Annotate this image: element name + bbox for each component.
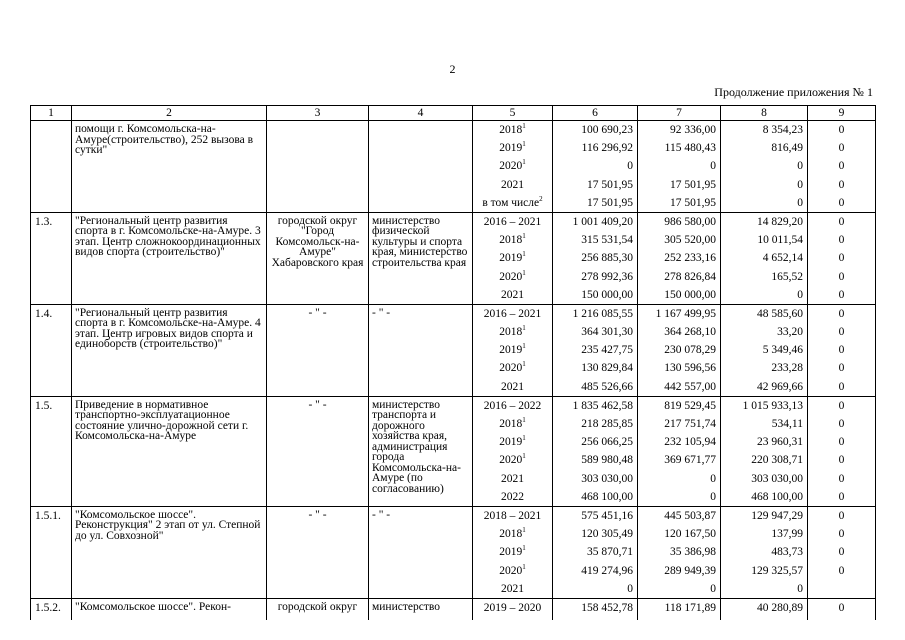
column-number-row <box>31 106 876 121</box>
footnote-mark: 1 <box>522 360 526 369</box>
column-header: 4 <box>369 106 473 121</box>
regional-amount: 5 349,46 <box>721 341 808 359</box>
other-amount: 0 <box>808 433 876 451</box>
other-amount: 0 <box>808 415 876 433</box>
item-responsible: - " - <box>369 304 473 396</box>
column-header: 3 <box>267 106 369 121</box>
period-label: 2018 <box>499 124 523 136</box>
total-amount: 235 427,75 <box>553 341 638 359</box>
federal-amount: 0 <box>638 580 721 599</box>
total-amount: 589 980,48 <box>553 451 638 469</box>
item-number: 1.5.1. <box>31 506 72 598</box>
federal-amount: 0 <box>638 157 721 175</box>
period-cell <box>473 231 553 249</box>
period-label: 2019 <box>499 344 523 357</box>
regional-amount: 8 354,23 <box>721 121 808 140</box>
period-label: 2020 <box>499 270 523 283</box>
total-amount: 419 274,96 <box>553 562 638 580</box>
item-name: "Комсомольское шоссе". Реконструкция" 2 этап от ул. Степной до ул. Совхозной" <box>72 506 267 598</box>
total-amount: 158 452,78 <box>553 598 638 620</box>
regional-amount: 483,73 <box>721 543 808 561</box>
item-name: "Комсомольское шоссе". Рекон- <box>72 598 267 620</box>
period-cell <box>473 359 553 377</box>
period-cell <box>473 525 553 543</box>
regional-amount: 0 <box>721 286 808 305</box>
other-amount: 0 <box>808 396 876 415</box>
footnote-mark: 1 <box>522 268 526 277</box>
federal-amount: 35 386,98 <box>638 543 721 561</box>
other-amount: 0 <box>808 341 876 359</box>
footnote-mark: 1 <box>522 324 526 333</box>
total-amount: 0 <box>553 157 638 175</box>
federal-amount: 442 557,00 <box>638 378 721 397</box>
period-label: 2022 <box>501 490 524 503</box>
federal-amount: 289 949,39 <box>638 562 721 580</box>
other-amount: 0 <box>808 157 876 175</box>
item-responsible: министерство физической культуры и спорта края, министерство строительства края <box>369 212 473 304</box>
table-row <box>31 506 876 525</box>
period-cell <box>473 396 553 415</box>
footnote-mark: 1 <box>522 562 526 571</box>
period-label: 2021 <box>501 582 524 595</box>
other-amount: 0 <box>808 525 876 543</box>
regional-amount: 303 030,00 <box>721 470 808 488</box>
other-amount: 0 <box>808 598 876 620</box>
period-label: 2020 <box>499 454 523 467</box>
period-cell <box>473 139 553 157</box>
footnote-mark: 1 <box>522 544 526 553</box>
period-cell <box>473 451 553 469</box>
item-responsible: министерство транспорта и дорожного хозяйства края, администрация города Комсомольска-на-Амуре (по согласованию) <box>369 396 473 506</box>
federal-amount: 115 480,43 <box>638 139 721 157</box>
period-cell <box>473 580 553 599</box>
regional-amount: 0 <box>721 157 808 175</box>
item-executor: - " - <box>267 396 369 506</box>
federal-amount: 278 826,84 <box>638 268 721 286</box>
column-header: 9 <box>808 106 876 121</box>
total-amount: 1 001 409,20 <box>553 212 638 231</box>
total-amount: 468 100,00 <box>553 488 638 507</box>
period-label: 2020 <box>499 564 523 577</box>
regional-amount: 23 960,31 <box>721 433 808 451</box>
other-amount: 0 <box>808 268 876 286</box>
table-row <box>31 396 876 415</box>
regional-amount: 220 308,71 <box>721 451 808 469</box>
federal-amount: 445 503,87 <box>638 506 721 525</box>
total-amount: 303 030,00 <box>553 470 638 488</box>
total-amount: 150 000,00 <box>553 286 638 305</box>
table-row <box>31 212 876 231</box>
total-amount: 130 829,84 <box>553 359 638 377</box>
period-label: 2016 – 2021 <box>483 215 542 228</box>
other-amount: 0 <box>808 176 876 194</box>
period-label: 2019 <box>499 252 523 265</box>
regional-amount: 48 585,60 <box>721 304 808 323</box>
period-label: 2018 <box>499 528 523 541</box>
total-amount: 575 451,16 <box>553 506 638 525</box>
period-cell <box>473 506 553 525</box>
federal-amount: 130 596,56 <box>638 359 721 377</box>
period-cell <box>473 598 553 620</box>
item-responsible: - " - <box>369 506 473 598</box>
period-cell <box>473 378 553 397</box>
other-amount: 0 <box>808 506 876 525</box>
federal-amount: 0 <box>638 488 721 507</box>
other-amount: 0 <box>808 194 876 213</box>
column-header: 8 <box>721 106 808 121</box>
regional-amount: 129 947,29 <box>721 506 808 525</box>
total-amount: 116 296,92 <box>553 139 638 157</box>
total-amount: 17 501,95 <box>553 194 638 213</box>
item-name: помощи г. Комсомольска-на-Амуре(строительство), 252 вызова в сутки" <box>72 121 267 213</box>
total-amount: 256 066,25 <box>553 433 638 451</box>
total-amount: 278 992,36 <box>553 268 638 286</box>
period-label: 2019 – 2020 <box>483 601 542 614</box>
total-amount: 0 <box>553 580 638 599</box>
period-label: 2019 <box>499 436 523 449</box>
period-label: 2021 <box>501 178 524 191</box>
other-amount: 0 <box>808 323 876 341</box>
item-executor: городской округ <box>267 598 369 620</box>
total-amount: 100 690,23 <box>553 121 638 140</box>
other-amount: 0 <box>808 378 876 397</box>
period-label: 2018 – 2021 <box>483 509 542 522</box>
period-cell <box>473 157 553 175</box>
table-body <box>31 121 876 621</box>
federal-amount: 150 000,00 <box>638 286 721 305</box>
footnote-mark: 1 <box>522 250 526 259</box>
period-cell <box>473 543 553 561</box>
period-cell <box>473 249 553 267</box>
regional-amount: 4 652,14 <box>721 249 808 267</box>
item-number: 1.5.2. <box>31 598 72 620</box>
period-label: 2021 <box>501 288 524 301</box>
footnote-mark: 1 <box>522 122 526 131</box>
footnote-mark: 1 <box>522 416 526 425</box>
federal-amount: 252 233,16 <box>638 249 721 267</box>
federal-amount: 17 501,95 <box>638 194 721 213</box>
federal-amount: 120 167,50 <box>638 525 721 543</box>
period-cell <box>473 323 553 341</box>
period-cell <box>473 341 553 359</box>
other-amount: 0 <box>808 470 876 488</box>
regional-amount: 165,52 <box>721 268 808 286</box>
column-header: 7 <box>638 106 721 121</box>
item-executor <box>267 121 369 213</box>
continuation-heading: Продолжение приложения № 1 <box>714 85 873 99</box>
period-label: в том числе <box>482 196 540 209</box>
federal-amount: 17 501,95 <box>638 176 721 194</box>
item-number: 1.5. <box>31 396 72 506</box>
column-header: 2 <box>72 106 267 121</box>
period-label: 2016 – 2022 <box>483 399 542 412</box>
federal-amount: 217 751,74 <box>638 415 721 433</box>
footnote-mark: 1 <box>522 158 526 167</box>
period-cell <box>473 194 553 213</box>
footnote-mark: 1 <box>522 342 526 351</box>
total-amount: 364 301,30 <box>553 323 638 341</box>
footnote-mark: 2 <box>539 194 543 203</box>
item-responsible <box>369 121 473 213</box>
regional-amount: 42 969,66 <box>721 378 808 397</box>
period-cell <box>473 488 553 507</box>
federal-amount: 364 268,10 <box>638 323 721 341</box>
other-amount: 0 <box>808 249 876 267</box>
regional-amount: 816,49 <box>721 139 808 157</box>
item-responsible: министерство <box>369 598 473 620</box>
item-executor: городской округ "Город Комсомольск-на-Амуре" Хабаровского края <box>267 212 369 304</box>
other-amount: 0 <box>808 543 876 561</box>
table-row <box>31 304 876 323</box>
period-label: 2021 <box>501 380 524 393</box>
column-header: 1 <box>31 106 72 121</box>
item-number <box>31 121 72 213</box>
total-amount: 218 285,85 <box>553 415 638 433</box>
period-cell <box>473 121 553 140</box>
other-amount <box>808 580 876 599</box>
regional-amount: 40 280,89 <box>721 598 808 620</box>
item-number: 1.4. <box>31 304 72 396</box>
other-amount: 0 <box>808 121 876 140</box>
federal-amount: 819 529,45 <box>638 396 721 415</box>
total-amount: 1 835 462,58 <box>553 396 638 415</box>
footnote-mark: 1 <box>522 452 526 461</box>
federal-amount: 305 520,00 <box>638 231 721 249</box>
federal-amount: 369 671,77 <box>638 451 721 469</box>
regional-amount: 137,99 <box>721 525 808 543</box>
federal-amount: 1 167 499,95 <box>638 304 721 323</box>
regional-amount: 1 015 933,13 <box>721 396 808 415</box>
item-executor: - " - <box>267 506 369 598</box>
total-amount: 315 531,54 <box>553 231 638 249</box>
period-cell <box>473 268 553 286</box>
regional-amount: 534,11 <box>721 415 808 433</box>
funding-table <box>30 105 876 620</box>
period-cell <box>473 304 553 323</box>
federal-amount: 0 <box>638 470 721 488</box>
item-name: "Региональный центр развития спорта в г. Комсомольске-на-Амуре. 3 этап. Центр сложнокоординационных видов спорта (строительство)" <box>72 212 267 304</box>
period-label: 2018 <box>499 234 523 247</box>
other-amount: 0 <box>808 562 876 580</box>
period-cell <box>473 433 553 451</box>
regional-amount: 129 325,57 <box>721 562 808 580</box>
other-amount: 0 <box>808 488 876 507</box>
period-label: 2021 <box>501 472 524 485</box>
period-label: 2018 <box>499 418 523 430</box>
table-row <box>31 121 876 140</box>
regional-amount: 233,28 <box>721 359 808 377</box>
regional-amount: 468 100,00 <box>721 488 808 507</box>
footnote-mark: 1 <box>522 140 526 149</box>
total-amount: 256 885,30 <box>553 249 638 267</box>
column-header: 5 <box>473 106 553 121</box>
period-label: 2020 <box>499 362 523 375</box>
period-cell <box>473 286 553 305</box>
other-amount: 0 <box>808 139 876 157</box>
footnote-mark: 1 <box>522 434 526 443</box>
item-name: Приведение в нормативное транспортно-эксплуатационное состояние улично-дорожной сети г. Комсомольска-на-Амуре <box>72 396 267 506</box>
other-amount: 0 <box>808 231 876 249</box>
period-label: 2019 <box>499 142 523 155</box>
total-amount: 485 526,66 <box>553 378 638 397</box>
regional-amount: 0 <box>721 176 808 194</box>
footnote-mark: 1 <box>522 526 526 535</box>
footnote-mark: 1 <box>522 232 526 241</box>
period-cell <box>473 176 553 194</box>
period-label: 2019 <box>499 546 523 559</box>
item-executor: - " - <box>267 304 369 396</box>
total-amount: 1 216 085,55 <box>553 304 638 323</box>
other-amount: 0 <box>808 286 876 305</box>
total-amount: 35 870,71 <box>553 543 638 561</box>
total-amount: 120 305,49 <box>553 525 638 543</box>
table-row <box>31 598 876 620</box>
other-amount: 0 <box>808 212 876 231</box>
period-label: 2016 – 2021 <box>483 307 542 320</box>
page-number: 2 <box>449 62 456 76</box>
period-cell <box>473 470 553 488</box>
federal-amount: 986 580,00 <box>638 212 721 231</box>
regional-amount: 0 <box>721 580 808 599</box>
other-amount: 0 <box>808 451 876 469</box>
other-amount: 0 <box>808 304 876 323</box>
period-cell <box>473 562 553 580</box>
period-label: 2020 <box>499 160 523 173</box>
federal-amount: 232 105,94 <box>638 433 721 451</box>
federal-amount: 118 171,89 <box>638 598 721 620</box>
period-label: 2018 <box>499 326 523 339</box>
column-header: 6 <box>553 106 638 121</box>
period-cell <box>473 415 553 433</box>
regional-amount: 33,20 <box>721 323 808 341</box>
item-name: "Региональный центр развития спорта в г. Комсомольске-на-Амуре. 4 этап. Центр игровых видов спорта и единоборств (строительство)" <box>72 304 267 396</box>
other-amount: 0 <box>808 359 876 377</box>
federal-amount: 92 336,00 <box>638 121 721 140</box>
period-cell <box>473 212 553 231</box>
regional-amount: 10 011,54 <box>721 231 808 249</box>
regional-amount: 14 829,20 <box>721 212 808 231</box>
item-number: 1.3. <box>31 212 72 304</box>
regional-amount: 0 <box>721 194 808 213</box>
federal-amount: 230 078,29 <box>638 341 721 359</box>
total-amount: 17 501,95 <box>553 176 638 194</box>
